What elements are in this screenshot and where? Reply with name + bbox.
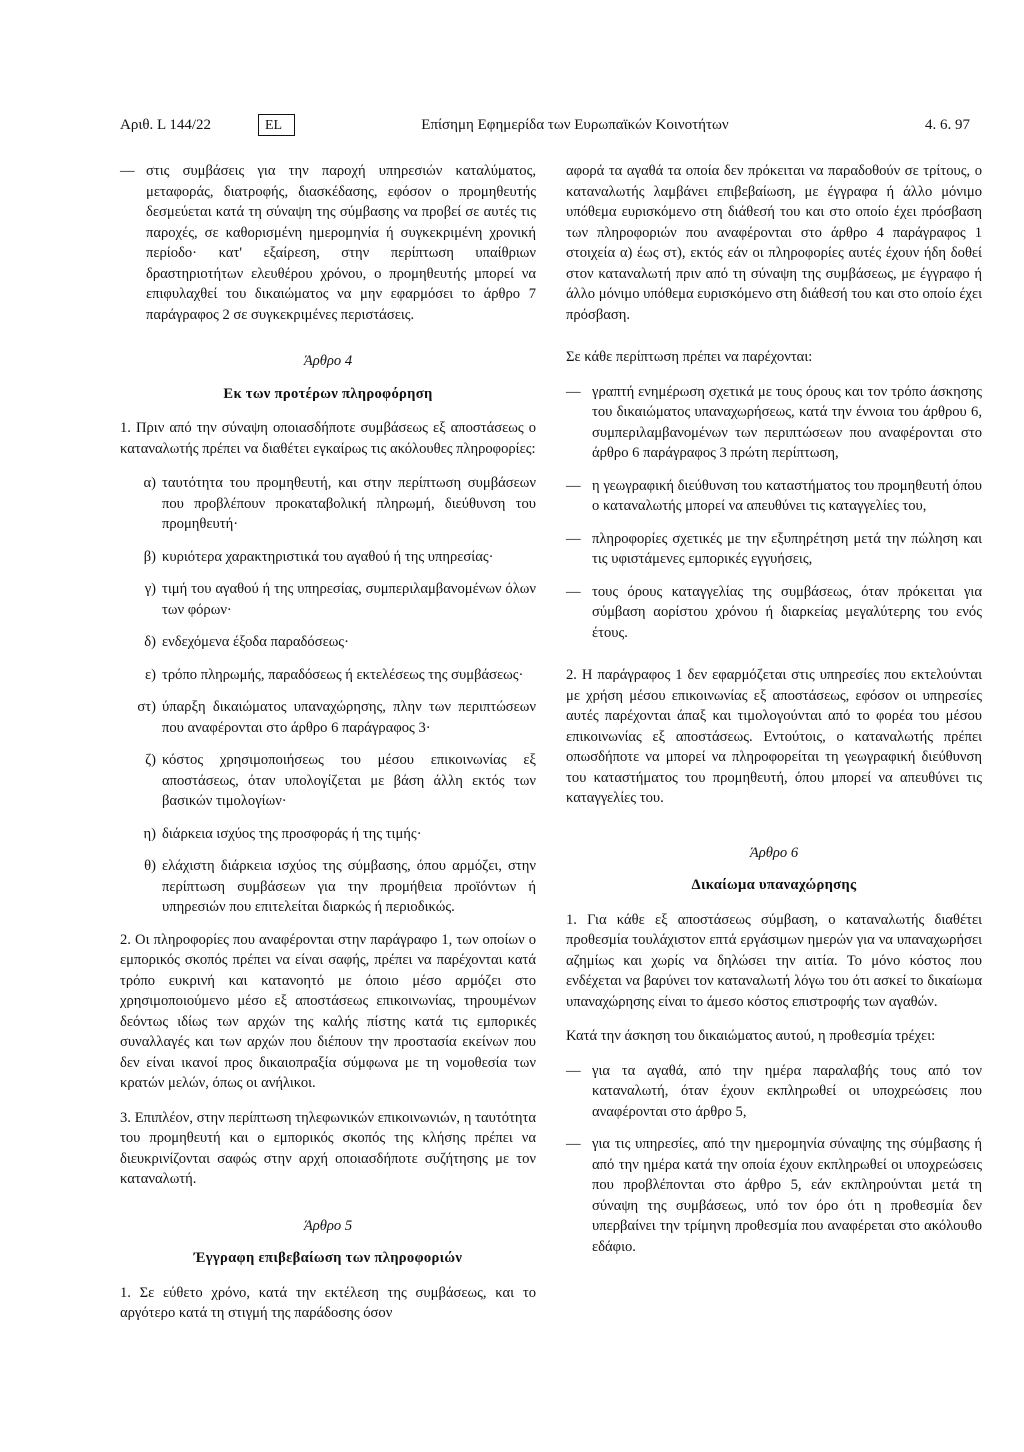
item-text: τιμή του αγαθού ή της υπηρεσίας, συμπεριλαμβανομένων όλων των φόρων· (162, 581, 536, 618)
list-item (120, 632, 536, 653)
article-6-paragraph-1: 1. Για κάθε εξ αποστάσεως σύμβαση, ο καταναλωτής διαθέτει προθεσμία τουλάχιστον επτά εργάσιμων ημερών για να υπαναχωρήσει αζημίως και χωρίς να δηλώσει την αιτία. Το μόνο κόστος που ενδέχεται να βαρύνει τον καταναλωτή λόγω του ότι ασκεί το δικαίωμα υπαναχώρησης είναι το άμεσο κόστος επιστροφής των αγαθών. (566, 911, 982, 1010)
list-item (120, 473, 536, 535)
item-text: διάρκεια ισχύος της προσφοράς ή της τιμής· (162, 825, 422, 842)
dash-item (566, 1134, 982, 1257)
publication-date: 4. 6. 97 (925, 117, 970, 133)
dash-marker: — (566, 1136, 581, 1152)
dash-text: πληροφορίες σχετικές με την εξυπηρέτηση μετά την πώληση και τις υφιστάμενες εμπορικές εγγυήσεις, (592, 530, 982, 567)
article-4-paragraph-1: 1. Πριν από την σύναψη οποιασδήποτε συμβάσεως εξ αποστάσεως ο καταναλωτής πρέπει να διαθέτει εγκαίρως τις ακόλουθες πληροφορίες: (120, 420, 536, 457)
item-text: ενδεχόμενα έξοδα παραδόσεως· (162, 634, 349, 650)
dash-text: για τις υπηρεσίες, από την ημερομηνία σύναψης της σύμβασης ή από την ημέρα κατά την οποία έχουν εκπληρωθεί οι υποχρεώσεις που προβλέπονται στο άρθρο 5, εάν εκπληρούνται μετά τη σύναψη της συμβάσεως, υπό τον όρο ότι η προθεσμία δεν υπερβαίνει την τρίμηνη προθεσμία που αναφέρεται στο ακόλουθο εδάφιο. (592, 1136, 982, 1255)
dash-text: για τα αγαθά, από την ημέρα παραλαβής τους από τον καταναλωτή, όταν έχουν εκπληρωθεί οι υποχρεώσεις που αναφέρονται στο άρθρο 5, (592, 1062, 982, 1120)
dash-item (566, 529, 982, 570)
list-item (120, 579, 536, 620)
left-column (120, 161, 536, 1338)
paragraph-text: στις συμβάσεις για την παροχή υπηρεσιών καταλύματος, μεταφοράς, διατροφής, διασκέδασης, εφόσον ο προμηθευτής δεσμεύεται κατά τη σύναψη της σύμβασης να προβεί σε αυτές τις παροχές, σε καθορισμένη ημερομηνία ή συγκεκριμένη χρονική περίοδο· κατ' εξαίρεση, στην περίπτωση υπαίθριων δραστηριοτήτων ελευθέρου χρόνου, ο προμηθευτής μπορεί να επιφυλαχθεί του δικαιώματος να μην εφαρμόσει το άρθρο 7 παράγραφος 2 σε συγκεκριμένες περιστάσεις. (146, 163, 536, 323)
item-label: α) (143, 475, 156, 491)
item-label: ζ) (145, 752, 156, 768)
list-item (120, 547, 536, 568)
journal-title: Επίσημη Εφημερίδα των Ευρωπαϊκών Κοινοτήτων (421, 117, 729, 133)
item-text: ελάχιστη διάρκεια ισχύος της σύμβασης, όπου αρμόζει, στην περίπτωση συμβάσεων για την προμήθεια προϊόντων ή υπηρεσιών που επιτελείται διαρκώς ή περιοδικώς. (162, 858, 536, 915)
dash-marker: — (566, 583, 581, 600)
item-label: γ) (144, 581, 156, 597)
dash-text: γραπτή ενημέρωση σχετικά με τους όρους και τον τρόπο άσκησης του δικαιώματος υπαναχωρήσεως, κατά την έννοια του άρθρου 6, συμπεριλαμβανομένων των περιπτώσεων που αναφέρονται στο άρθρο 6 παράγραφος 3 πρώτη περίπτωση, (592, 383, 982, 461)
dash-item (566, 382, 982, 464)
article-6-title: Άρθρο 6 (749, 844, 799, 861)
list-item (120, 665, 536, 686)
article-6-heading: Δικαίωμα υπαναχώρησης (691, 877, 857, 893)
every-case-paragraph: Σε κάθε περίπτωση πρέπει να παρέχονται: (566, 349, 813, 365)
article-5-heading: Έγγραφη επιβεβαίωση των πληροφοριών (193, 1250, 463, 1266)
list-item (120, 824, 536, 845)
item-text: ταυτότητα του προμηθευτή, και στην περίπτωση συμβάσεων που προβλέπουν προκαταβολική πληρωμή, διεύθυνση του προμηθευτή· (162, 475, 536, 532)
list-item (120, 697, 536, 738)
list-item (120, 856, 536, 918)
item-label: στ) (137, 699, 156, 715)
continued-paragraph: αφορά τα αγαθά τα οποία δεν πρόκειται να παραδοθούν σε τρίτους, ο καταναλωτής λαμβάνει επιβεβαίωση, με έγγραφα ή άλλο μόνιμο υπόθεμα ευρισκόμενο στη διάθεσή του και στο οποίο έχει πρόσβαση των πληροφοριών που αναφέρονται στο άρθρο 4 παράγραφος 1 στοιχεία α) έως στ), εκτός εάν οι πληροφορίες αυτές έχουν ήδη δοθεί στον καταναλωτή πριν από τη σύναψη της συμβάσεως, με έγγραφο ή άλλο μόνιμο υπόθεμα ευρισκόμενο στη διάθεσή του και στο οποίο έχει πρόσβαση. (566, 163, 982, 323)
dash-text: η γεωγραφική διεύθυνση του καταστήματος του προμηθευτή όπου ο καταναλωτής μπορεί να απευθύνει τις καταγγελίες του, (592, 477, 982, 514)
item-text: κυριότερα χαρακτηριστικά του αγαθού ή της υπηρεσίας· (162, 548, 494, 565)
item-label: β) (143, 548, 156, 565)
dash-item (566, 582, 982, 644)
article-4-heading: Εκ των προτέρων πληροφόρηση (223, 385, 433, 402)
item-label: θ) (144, 858, 156, 874)
article-5-title: Άρθρο 5 (303, 1217, 353, 1234)
journal-reference: Αριθ. L 144/22 (120, 117, 212, 133)
dash-text: τους όρους καταγγελίας της συμβάσεως, όταν πρόκειται για σύμβαση αορίστου χρόνου ή διαρκείας μεγαλύτερης του ενός έτους. (592, 583, 982, 641)
dash-marker: — (120, 163, 135, 179)
dash-item (566, 1061, 982, 1123)
article-4-paragraph-3: 3. Επιπλέον, στην περίπτωση τηλεφωνικών επικοινωνιών, η ταυτότητα του προμηθευτή και ο εμπορικός σκοπός της κλήσης πρέπει να διευκρινίζονται σαφώς στην αρχή οποιασδήποτε συζήτησης με τον καταναλωτή. (120, 1109, 536, 1187)
right-column (566, 161, 982, 1269)
list-item (120, 750, 536, 812)
item-text: τρόπο πληρωμής, παραδόσεως ή εκτελέσεως της συμβάσεως· (162, 666, 524, 683)
item-label: δ) (144, 634, 156, 650)
article-5-paragraph-1: 1. Σε εύθετο χρόνο, κατά την εκτέλεση της συμβάσεως, και το αργότερο κατά τη στιγμή της παράδοσης όσον (120, 1284, 536, 1321)
dash-marker: — (566, 383, 581, 400)
article-4-paragraph-2: 2. Οι πληροφορίες που αναφέρονται στην παράγραφο 1, των οποίων ο εμπορικός σκοπός πρέπει να είναι σαφής, πρέπει να παρέχονται κατά τρόπο ευκρινή και κατανοητό με όποιο μέσο αρμόζει στο χρησιμοποιούμενο μέσο εξ αποστάσεως επικοινωνίας, τηρουμένων δεόντως ιδίως των αρχών της καλής πίστης κατά τις εμπορικές συναλλαγές και των αρχών που διέπουν την προστασία εκείνων που δεν είναι ικανοί προς δικαιοπραξία σύμφωνα με τη νομοθεσία των κρατών μελών, όπως οι ανήλικοι. (120, 931, 536, 1091)
article-4-title: Άρθρο 4 (303, 353, 353, 369)
item-text: ύπαρξη δικαιώματος υπαναχώρησης, πλην των περιπτώσεων που αναφέρονται στο άρθρο 6 παράγραφος 3· (162, 699, 536, 736)
item-label: ε) (145, 666, 156, 683)
paragraph-2: 2. Η παράγραφος 1 δεν εφαρμόζεται στις υπηρεσίες που εκτελούνται με χρήση μέσου επικοινωνίας εξ αποστάσεως, εφόσον οι υπηρεσίες αυτές παρέχονται άπαξ και τιμολογούνται από το φορέα του μέσου επικοινωνίας εξ αποστάσεως. Εντούτοις, ο καταναλωτής πρέπει οπωσδήποτε να μπορεί να πληροφορείται τη γεωγραφική διεύθυνση του καταστήματος του προμηθευτή, όπου μπορεί να απευθύνει τις καταγγελίες του. (566, 667, 982, 806)
dash-marker: — (566, 477, 581, 494)
dash-marker: — (566, 530, 581, 547)
dash-marker: — (566, 1062, 581, 1079)
item-text: κόστος χρησιμοποιήσεως του μέσου επικοινωνίας εξ αποστάσεως, όταν υπολογίζεται με βάση άλλη εκτός των βασικών τιμολογίων· (162, 752, 536, 809)
dash-item (566, 476, 982, 517)
item-label: η) (143, 825, 156, 842)
page-header (120, 117, 970, 139)
article-6-paragraph-2: Κατά την άσκηση του δικαιώματος αυτού, η προθεσμία τρέχει: (566, 1028, 936, 1044)
language-badge: EL (258, 114, 295, 136)
intro-paragraph (120, 161, 536, 325)
